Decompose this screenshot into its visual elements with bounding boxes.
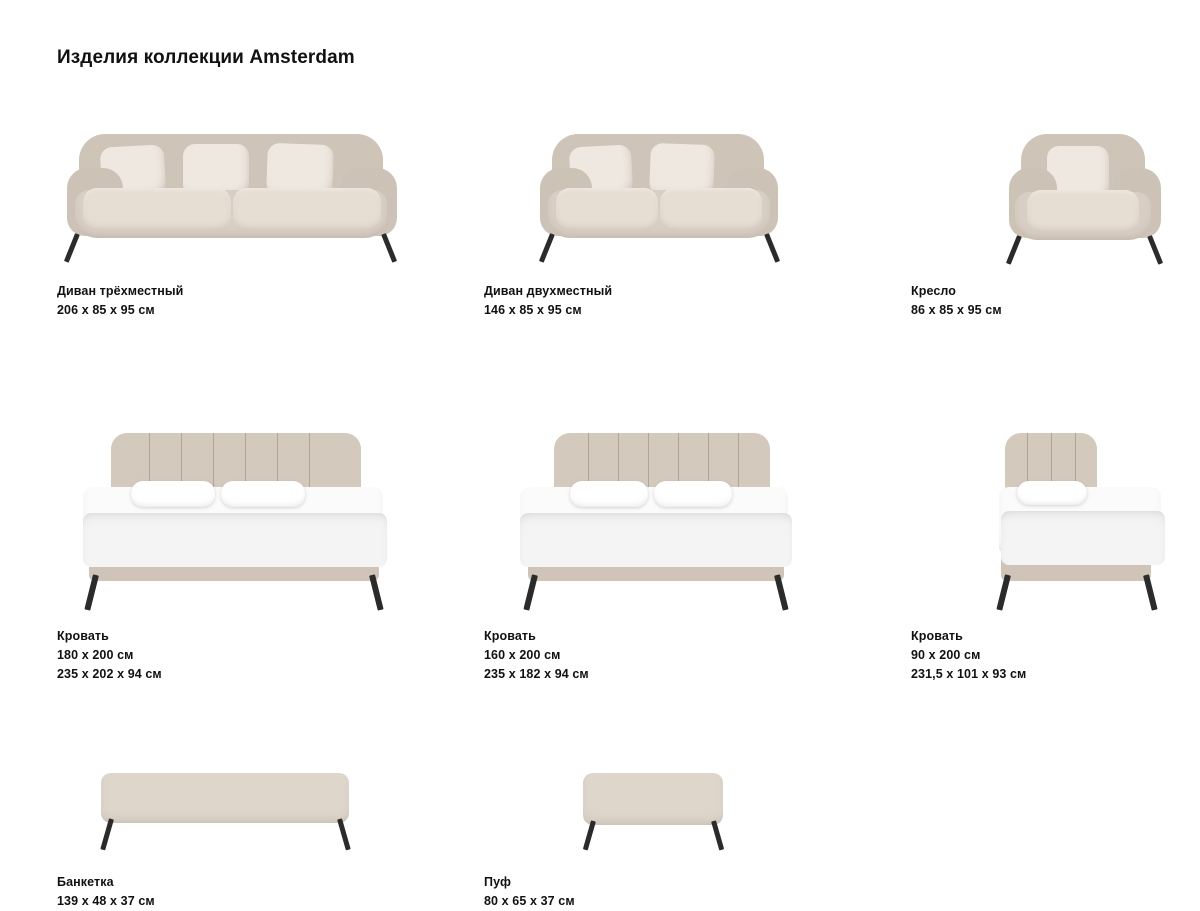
page-title: Изделия коллекции Amsterdam — [57, 47, 355, 68]
bed-180-illustration — [71, 425, 391, 615]
product-dimensions: 80 x 65 x 37 см — [484, 894, 575, 908]
bed-pillow — [1017, 481, 1087, 505]
pouf-leg — [583, 820, 596, 850]
product-name: Кровать — [484, 629, 536, 643]
product-card-armchair[interactable] — [911, 110, 1200, 355]
product-caption — [911, 627, 1200, 684]
product-dimensions: 206 x 85 x 95 см — [57, 303, 155, 317]
product-dimensions: 231,5 x 101 x 93 см — [911, 667, 1027, 681]
bed-pillow — [221, 481, 305, 507]
sofa-2seat-illustration — [538, 122, 778, 270]
bed-pillow — [654, 481, 732, 507]
product-card-bed-160[interactable] — [484, 415, 832, 705]
bed-leg — [84, 574, 99, 610]
pouf-top — [583, 773, 723, 825]
product-mattress-size: 90 x 200 см — [911, 648, 981, 662]
product-row-beds — [0, 415, 1200, 705]
product-grid — [0, 110, 1200, 911]
bed-duvet — [520, 513, 792, 567]
pouf-illustration — [583, 763, 733, 861]
product-caption — [484, 873, 832, 911]
bed-160-illustration — [508, 425, 808, 615]
bed-pillow — [131, 481, 215, 507]
product-dimensions: 235 x 182 x 94 см — [484, 667, 589, 681]
sofa-seat-cushion — [660, 188, 762, 230]
product-dimensions: 146 x 85 x 95 см — [484, 303, 582, 317]
product-name: Кровать — [911, 629, 963, 643]
product-dimensions: 86 x 85 x 95 см — [911, 303, 1002, 317]
sofa-leg — [381, 233, 397, 263]
product-mattress-size: 180 x 200 см — [57, 648, 134, 662]
row-spacer — [0, 705, 1200, 761]
bench-leg — [337, 818, 351, 850]
bed-leg — [996, 574, 1011, 610]
bed-duvet — [1001, 511, 1165, 565]
bed-leg — [774, 574, 789, 610]
product-dimensions: 235 x 202 x 94 см — [57, 667, 162, 681]
armchair-illustration — [1005, 122, 1165, 270]
product-card-empty — [911, 761, 1200, 911]
product-caption — [484, 282, 832, 320]
bed-leg — [1143, 574, 1158, 610]
sofa-seat-cushion — [83, 188, 231, 230]
product-card-bed-180[interactable] — [57, 415, 405, 705]
product-card-bench[interactable] — [57, 761, 405, 911]
bed-90-illustration — [995, 425, 1175, 615]
product-name: Банкетка — [57, 875, 114, 889]
product-row-benches — [0, 761, 1200, 911]
bed-leg — [523, 574, 538, 610]
sofa-seat-cushion — [233, 188, 381, 230]
armchair-seat-cushion — [1027, 190, 1139, 232]
product-card-bed-90[interactable] — [911, 415, 1200, 705]
sofa-leg — [764, 233, 780, 263]
bed-duvet — [83, 513, 387, 567]
product-caption — [57, 282, 405, 320]
sofa-leg — [64, 233, 80, 263]
sofa-3seat-illustration — [61, 122, 401, 270]
sofa-leg — [539, 233, 555, 263]
product-dimensions: 139 x 48 x 37 см — [57, 894, 155, 908]
product-card-sofa-2seat[interactable] — [484, 110, 832, 355]
bed-pillow — [570, 481, 648, 507]
product-name: Диван двухместный — [484, 284, 613, 298]
product-row-seating — [0, 110, 1200, 355]
product-name: Диван трёхместный — [57, 284, 184, 298]
bed-leg — [369, 574, 384, 610]
bench-illustration — [101, 763, 361, 861]
bench-top — [101, 773, 349, 823]
product-caption — [57, 627, 405, 684]
bench-leg — [100, 818, 114, 850]
pouf-leg — [711, 820, 724, 850]
row-spacer — [0, 355, 1200, 415]
armchair-leg — [1147, 235, 1163, 265]
product-caption — [911, 282, 1200, 320]
product-caption — [57, 873, 405, 911]
armchair-leg — [1006, 235, 1022, 265]
product-caption — [484, 627, 832, 684]
product-mattress-size: 160 x 200 см — [484, 648, 561, 662]
product-name: Кресло — [911, 284, 957, 298]
product-card-pouf[interactable] — [484, 761, 832, 911]
product-name: Кровать — [57, 629, 109, 643]
product-card-sofa-3seat[interactable] — [57, 110, 405, 355]
sofa-seat-cushion — [556, 188, 658, 230]
product-name: Пуф — [484, 875, 512, 889]
